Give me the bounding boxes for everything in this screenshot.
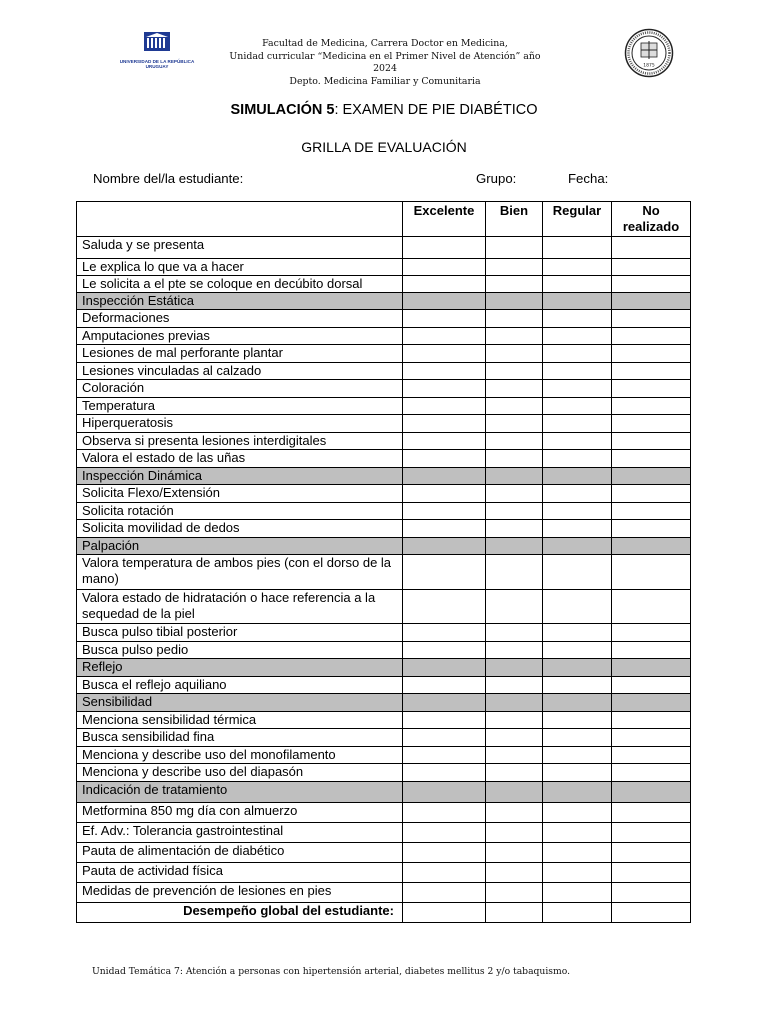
criterion-label: Busca sensibilidad fina <box>77 729 403 747</box>
score-cell-excelente[interactable] <box>403 433 486 450</box>
score-cell-regular[interactable] <box>543 712 612 729</box>
criterion-row <box>77 415 691 433</box>
section-row <box>77 694 691 712</box>
score-cell-no-realizado[interactable] <box>612 398 691 415</box>
score-cell-bien[interactable] <box>486 276 543 293</box>
criterion-label: Lesiones vinculadas al calzado <box>77 363 403 380</box>
score-cell-excelente[interactable] <box>403 590 486 624</box>
footer-note: Unidad Temática 7: Atención a personas con hipertensión arterial, diabetes mellitus 2 y/o tabaquismo. <box>92 966 570 977</box>
section-label: Indicación de tratamiento <box>77 782 403 803</box>
group-label: Grupo: <box>476 171 517 186</box>
score-cell-regular[interactable] <box>543 823 612 843</box>
score-cell-regular[interactable] <box>543 259 612 276</box>
score-cell-no-realizado[interactable] <box>612 345 691 363</box>
score-cell-bien[interactable] <box>486 485 543 503</box>
score-cell-bien[interactable] <box>486 659 543 677</box>
score-cell-bien[interactable] <box>486 520 543 538</box>
score-cell-excelente[interactable] <box>403 903 486 923</box>
section-label: Sensibilidad <box>77 694 403 712</box>
criterion-row <box>77 345 691 363</box>
score-cell-excelente[interactable] <box>403 485 486 503</box>
score-cell-excelente[interactable] <box>403 520 486 538</box>
header-line-course: Unidad curricular “Medicina en el Primer Nivel de Atención” año 2024 <box>229 50 541 75</box>
section-row <box>77 782 691 803</box>
score-cell-regular[interactable] <box>543 782 612 803</box>
score-cell-regular[interactable] <box>543 485 612 503</box>
score-cell-no-realizado[interactable] <box>612 883 691 903</box>
criterion-row <box>77 729 691 747</box>
score-cell-excelente[interactable] <box>403 747 486 764</box>
criterion-row <box>77 747 691 764</box>
score-cell-excelente[interactable] <box>403 659 486 677</box>
date-label: Fecha: <box>568 171 609 186</box>
university-building-icon <box>143 30 171 52</box>
score-cell-no-realizado[interactable] <box>612 590 691 624</box>
section-row <box>77 293 691 310</box>
criterion-row <box>77 803 691 823</box>
criterion-label: Saluda y se presenta <box>77 237 403 259</box>
score-cell-no-realizado[interactable] <box>612 677 691 694</box>
criterion-label: Menciona sensibilidad térmica <box>77 712 403 729</box>
score-cell-no-realizado[interactable] <box>612 863 691 883</box>
score-cell-bien[interactable] <box>486 538 543 555</box>
score-cell-excelente[interactable] <box>403 450 486 468</box>
score-cell-no-realizado[interactable] <box>612 485 691 503</box>
score-cell-bien[interactable] <box>486 843 543 863</box>
score-cell-no-realizado[interactable] <box>612 712 691 729</box>
criterion-label: Solicita Flexo/Extensión <box>77 485 403 503</box>
criterion-row <box>77 823 691 843</box>
score-cell-regular[interactable] <box>543 642 612 659</box>
score-cell-no-realizado[interactable] <box>612 764 691 782</box>
score-cell-regular[interactable] <box>543 276 612 293</box>
criterion-label: Lesiones de mal perforante plantar <box>77 345 403 363</box>
score-cell-regular[interactable] <box>543 903 612 923</box>
score-cell-bien[interactable] <box>486 450 543 468</box>
criterion-row <box>77 624 691 642</box>
score-cell-no-realizado[interactable] <box>612 259 691 276</box>
criterion-row <box>77 863 691 883</box>
score-cell-bien[interactable] <box>486 380 543 398</box>
section-label: Palpación <box>77 538 403 555</box>
score-cell-no-realizado[interactable] <box>612 520 691 538</box>
criterion-label: Ef. Adv.: Tolerancia gastrointestinal <box>77 823 403 843</box>
criterion-label: Menciona y describe uso del diapasón <box>77 764 403 782</box>
score-cell-regular[interactable] <box>543 520 612 538</box>
score-cell-no-realizado[interactable] <box>612 747 691 764</box>
criterion-label: Coloración <box>77 380 403 398</box>
criterion-row <box>77 398 691 415</box>
score-cell-bien[interactable] <box>486 642 543 659</box>
header-line-department: Depto. Medicina Familiar y Comunitaria <box>289 75 481 87</box>
criterion-label: Hiperqueratosis <box>77 415 403 433</box>
header-regular: Regular <box>543 202 612 237</box>
header-criterion <box>77 202 403 237</box>
criterion-row <box>77 642 691 659</box>
score-cell-no-realizado[interactable] <box>612 276 691 293</box>
score-cell-excelente[interactable] <box>403 259 486 276</box>
score-cell-no-realizado[interactable] <box>612 782 691 803</box>
score-cell-regular[interactable] <box>543 803 612 823</box>
score-cell-excelente[interactable] <box>403 468 486 485</box>
score-cell-regular[interactable] <box>543 764 612 782</box>
criterion-row <box>77 433 691 450</box>
score-cell-excelente[interactable] <box>403 328 486 345</box>
section-row <box>77 659 691 677</box>
criterion-row <box>77 380 691 398</box>
score-cell-bien[interactable] <box>486 903 543 923</box>
faculty-seal-icon <box>624 28 674 78</box>
page-subtitle: GRILLA DE EVALUACIÓN <box>301 139 467 155</box>
criterion-label: Deformaciones <box>77 310 403 328</box>
score-cell-regular[interactable] <box>543 415 612 433</box>
institution-header <box>220 38 550 88</box>
criterion-label: Le explica lo que va a hacer <box>77 259 403 276</box>
score-cell-excelente[interactable] <box>403 293 486 310</box>
criterion-label: Busca pulso pedio <box>77 642 403 659</box>
score-cell-no-realizado[interactable] <box>612 293 691 310</box>
score-cell-no-realizado[interactable] <box>612 380 691 398</box>
score-cell-no-realizado[interactable] <box>612 538 691 555</box>
score-cell-no-realizado[interactable] <box>612 624 691 642</box>
score-cell-regular[interactable] <box>543 310 612 328</box>
score-cell-bien[interactable] <box>486 237 543 259</box>
criterion-row <box>77 843 691 863</box>
score-cell-bien[interactable] <box>486 590 543 624</box>
score-cell-no-realizado[interactable] <box>612 694 691 712</box>
student-name-label: Nombre del/la estudiante: <box>93 171 244 186</box>
criterion-row <box>77 363 691 380</box>
score-cell-regular[interactable] <box>543 538 612 555</box>
score-cell-bien[interactable] <box>486 555 543 590</box>
score-cell-excelente[interactable] <box>403 883 486 903</box>
score-cell-regular[interactable] <box>543 555 612 590</box>
criterion-label: Solicita movilidad de dedos <box>77 520 403 538</box>
criterion-label: Pauta de alimentación de diabético <box>77 843 403 863</box>
score-cell-excelente[interactable] <box>403 712 486 729</box>
university-logo <box>118 30 196 72</box>
score-cell-excelente[interactable] <box>403 310 486 328</box>
score-cell-excelente[interactable] <box>403 237 486 259</box>
score-cell-bien[interactable] <box>486 259 543 276</box>
score-cell-no-realizado[interactable] <box>612 450 691 468</box>
header-row <box>77 202 691 237</box>
score-cell-excelente[interactable] <box>403 694 486 712</box>
header-no-realizado: No realizado <box>612 202 691 237</box>
criterion-label: Busca el reflejo aquiliano <box>77 677 403 694</box>
score-cell-regular[interactable] <box>543 363 612 380</box>
score-cell-no-realizado[interactable] <box>612 503 691 520</box>
score-cell-bien[interactable] <box>486 883 543 903</box>
score-cell-excelente[interactable] <box>403 503 486 520</box>
criterion-row <box>77 520 691 538</box>
score-cell-no-realizado[interactable] <box>612 803 691 823</box>
criterion-row <box>77 712 691 729</box>
criterion-row <box>77 883 691 903</box>
criterion-row <box>77 503 691 520</box>
score-cell-bien[interactable] <box>486 729 543 747</box>
score-cell-excelente[interactable] <box>403 843 486 863</box>
score-cell-regular[interactable] <box>543 659 612 677</box>
score-cell-bien[interactable] <box>486 747 543 764</box>
score-cell-regular[interactable] <box>543 450 612 468</box>
criterion-row <box>77 276 691 293</box>
score-cell-regular[interactable] <box>543 843 612 863</box>
score-cell-excelente[interactable] <box>403 555 486 590</box>
score-cell-excelente[interactable] <box>403 782 486 803</box>
score-cell-no-realizado[interactable] <box>612 843 691 863</box>
criterion-row <box>77 310 691 328</box>
criterion-row <box>77 764 691 782</box>
score-cell-regular[interactable] <box>543 590 612 624</box>
score-cell-bien[interactable] <box>486 712 543 729</box>
score-cell-bien[interactable] <box>486 764 543 782</box>
score-cell-excelente[interactable] <box>403 624 486 642</box>
score-cell-excelente[interactable] <box>403 803 486 823</box>
section-label: Inspección Estática <box>77 293 403 310</box>
score-cell-excelente[interactable] <box>403 415 486 433</box>
score-cell-regular[interactable] <box>543 398 612 415</box>
criterion-label: Le solicita a el pte se coloque en decúbito dorsal <box>77 276 403 293</box>
criterion-label: Valora temperatura de ambos pies (con el dorso de la mano) <box>77 555 403 590</box>
title-rest: : EXAMEN DE PIE DIABÉTICO <box>334 102 538 118</box>
score-cell-regular[interactable] <box>543 468 612 485</box>
section-row <box>77 468 691 485</box>
criterion-row <box>77 590 691 624</box>
score-cell-excelente[interactable] <box>403 642 486 659</box>
score-cell-no-realizado[interactable] <box>612 903 691 923</box>
score-cell-bien[interactable] <box>486 823 543 843</box>
score-cell-excelente[interactable] <box>403 823 486 843</box>
score-cell-regular[interactable] <box>543 345 612 363</box>
section-row <box>77 538 691 555</box>
score-cell-regular[interactable] <box>543 729 612 747</box>
criterion-label: Valora el estado de las uñas <box>77 450 403 468</box>
score-cell-bien[interactable] <box>486 345 543 363</box>
score-cell-excelente[interactable] <box>403 677 486 694</box>
score-cell-regular[interactable] <box>543 503 612 520</box>
score-cell-regular[interactable] <box>543 293 612 310</box>
criterion-row <box>77 485 691 503</box>
score-cell-no-realizado[interactable] <box>612 555 691 590</box>
score-cell-excelente[interactable] <box>403 345 486 363</box>
score-cell-regular[interactable] <box>543 883 612 903</box>
score-cell-bien[interactable] <box>486 293 543 310</box>
score-cell-bien[interactable] <box>486 624 543 642</box>
criterion-row <box>77 555 691 590</box>
criterion-label: Valora estado de hidratación o hace referencia a la sequedad de la piel <box>77 590 403 624</box>
score-cell-excelente[interactable] <box>403 398 486 415</box>
title-bold: SIMULACIÓN 5 <box>230 102 335 118</box>
score-cell-excelente[interactable] <box>403 729 486 747</box>
criterion-label: Amputaciones previas <box>77 328 403 345</box>
header-line-faculty: Facultad de Medicina, Carrera Doctor en Medicina, <box>262 38 508 49</box>
score-cell-bien[interactable] <box>486 363 543 380</box>
score-cell-regular[interactable] <box>543 747 612 764</box>
score-cell-no-realizado[interactable] <box>612 659 691 677</box>
score-cell-no-realizado[interactable] <box>612 468 691 485</box>
score-cell-bien[interactable] <box>486 863 543 883</box>
score-cell-bien[interactable] <box>486 310 543 328</box>
score-cell-bien[interactable] <box>486 468 543 485</box>
score-cell-excelente[interactable] <box>403 380 486 398</box>
score-cell-excelente[interactable] <box>403 363 486 380</box>
score-cell-bien[interactable] <box>486 782 543 803</box>
score-cell-regular[interactable] <box>543 677 612 694</box>
global-performance-row <box>77 903 691 923</box>
header-bien: Bien <box>486 202 543 237</box>
score-cell-bien[interactable] <box>486 415 543 433</box>
score-cell-bien[interactable] <box>486 803 543 823</box>
score-cell-regular[interactable] <box>543 624 612 642</box>
criterion-row <box>77 677 691 694</box>
criterion-label: Pauta de actividad física <box>77 863 403 883</box>
page-title <box>0 102 768 118</box>
score-cell-no-realizado[interactable] <box>612 433 691 450</box>
score-cell-no-realizado[interactable] <box>612 237 691 259</box>
criterion-label: Metformina 850 mg día con almuerzo <box>77 803 403 823</box>
score-cell-excelente[interactable] <box>403 538 486 555</box>
score-cell-no-realizado[interactable] <box>612 328 691 345</box>
score-cell-bien[interactable] <box>486 694 543 712</box>
logo-caption: UNIVERSIDAD DE LA REPÚBLICA URUGUAY <box>119 59 195 69</box>
score-cell-regular[interactable] <box>543 694 612 712</box>
score-cell-regular[interactable] <box>543 863 612 883</box>
score-cell-no-realizado[interactable] <box>612 415 691 433</box>
seal-year: 1875 <box>643 63 655 69</box>
score-cell-excelente[interactable] <box>403 276 486 293</box>
score-cell-bien[interactable] <box>486 503 543 520</box>
criterion-row <box>77 328 691 345</box>
score-cell-excelente[interactable] <box>403 764 486 782</box>
header-excelente: Excelente <box>403 202 486 237</box>
section-label: Inspección Dinámica <box>77 468 403 485</box>
criterion-label: Medidas de prevención de lesiones en pies <box>77 883 403 903</box>
score-cell-bien[interactable] <box>486 328 543 345</box>
criterion-label: Observa si presenta lesiones interdigitales <box>77 433 403 450</box>
section-label: Reflejo <box>77 659 403 677</box>
criterion-label: Busca pulso tibial posterior <box>77 624 403 642</box>
criterion-row <box>77 450 691 468</box>
score-cell-bien[interactable] <box>486 677 543 694</box>
criterion-label: Menciona y describe uso del monofilamento <box>77 747 403 764</box>
score-cell-bien[interactable] <box>486 398 543 415</box>
score-cell-regular[interactable] <box>543 433 612 450</box>
score-cell-regular[interactable] <box>543 380 612 398</box>
score-cell-regular[interactable] <box>543 237 612 259</box>
score-cell-bien[interactable] <box>486 433 543 450</box>
score-cell-no-realizado[interactable] <box>612 363 691 380</box>
score-cell-no-realizado[interactable] <box>612 823 691 843</box>
criterion-row <box>77 259 691 276</box>
score-cell-no-realizado[interactable] <box>612 729 691 747</box>
criterion-label: Desempeño global del estudiante: <box>77 903 403 923</box>
score-cell-no-realizado[interactable] <box>612 310 691 328</box>
criterion-label: Solicita rotación <box>77 503 403 520</box>
score-cell-excelente[interactable] <box>403 863 486 883</box>
score-cell-regular[interactable] <box>543 328 612 345</box>
criterion-label: Temperatura <box>77 398 403 415</box>
criterion-row <box>77 237 691 259</box>
score-cell-no-realizado[interactable] <box>612 642 691 659</box>
evaluation-grid <box>76 201 691 923</box>
